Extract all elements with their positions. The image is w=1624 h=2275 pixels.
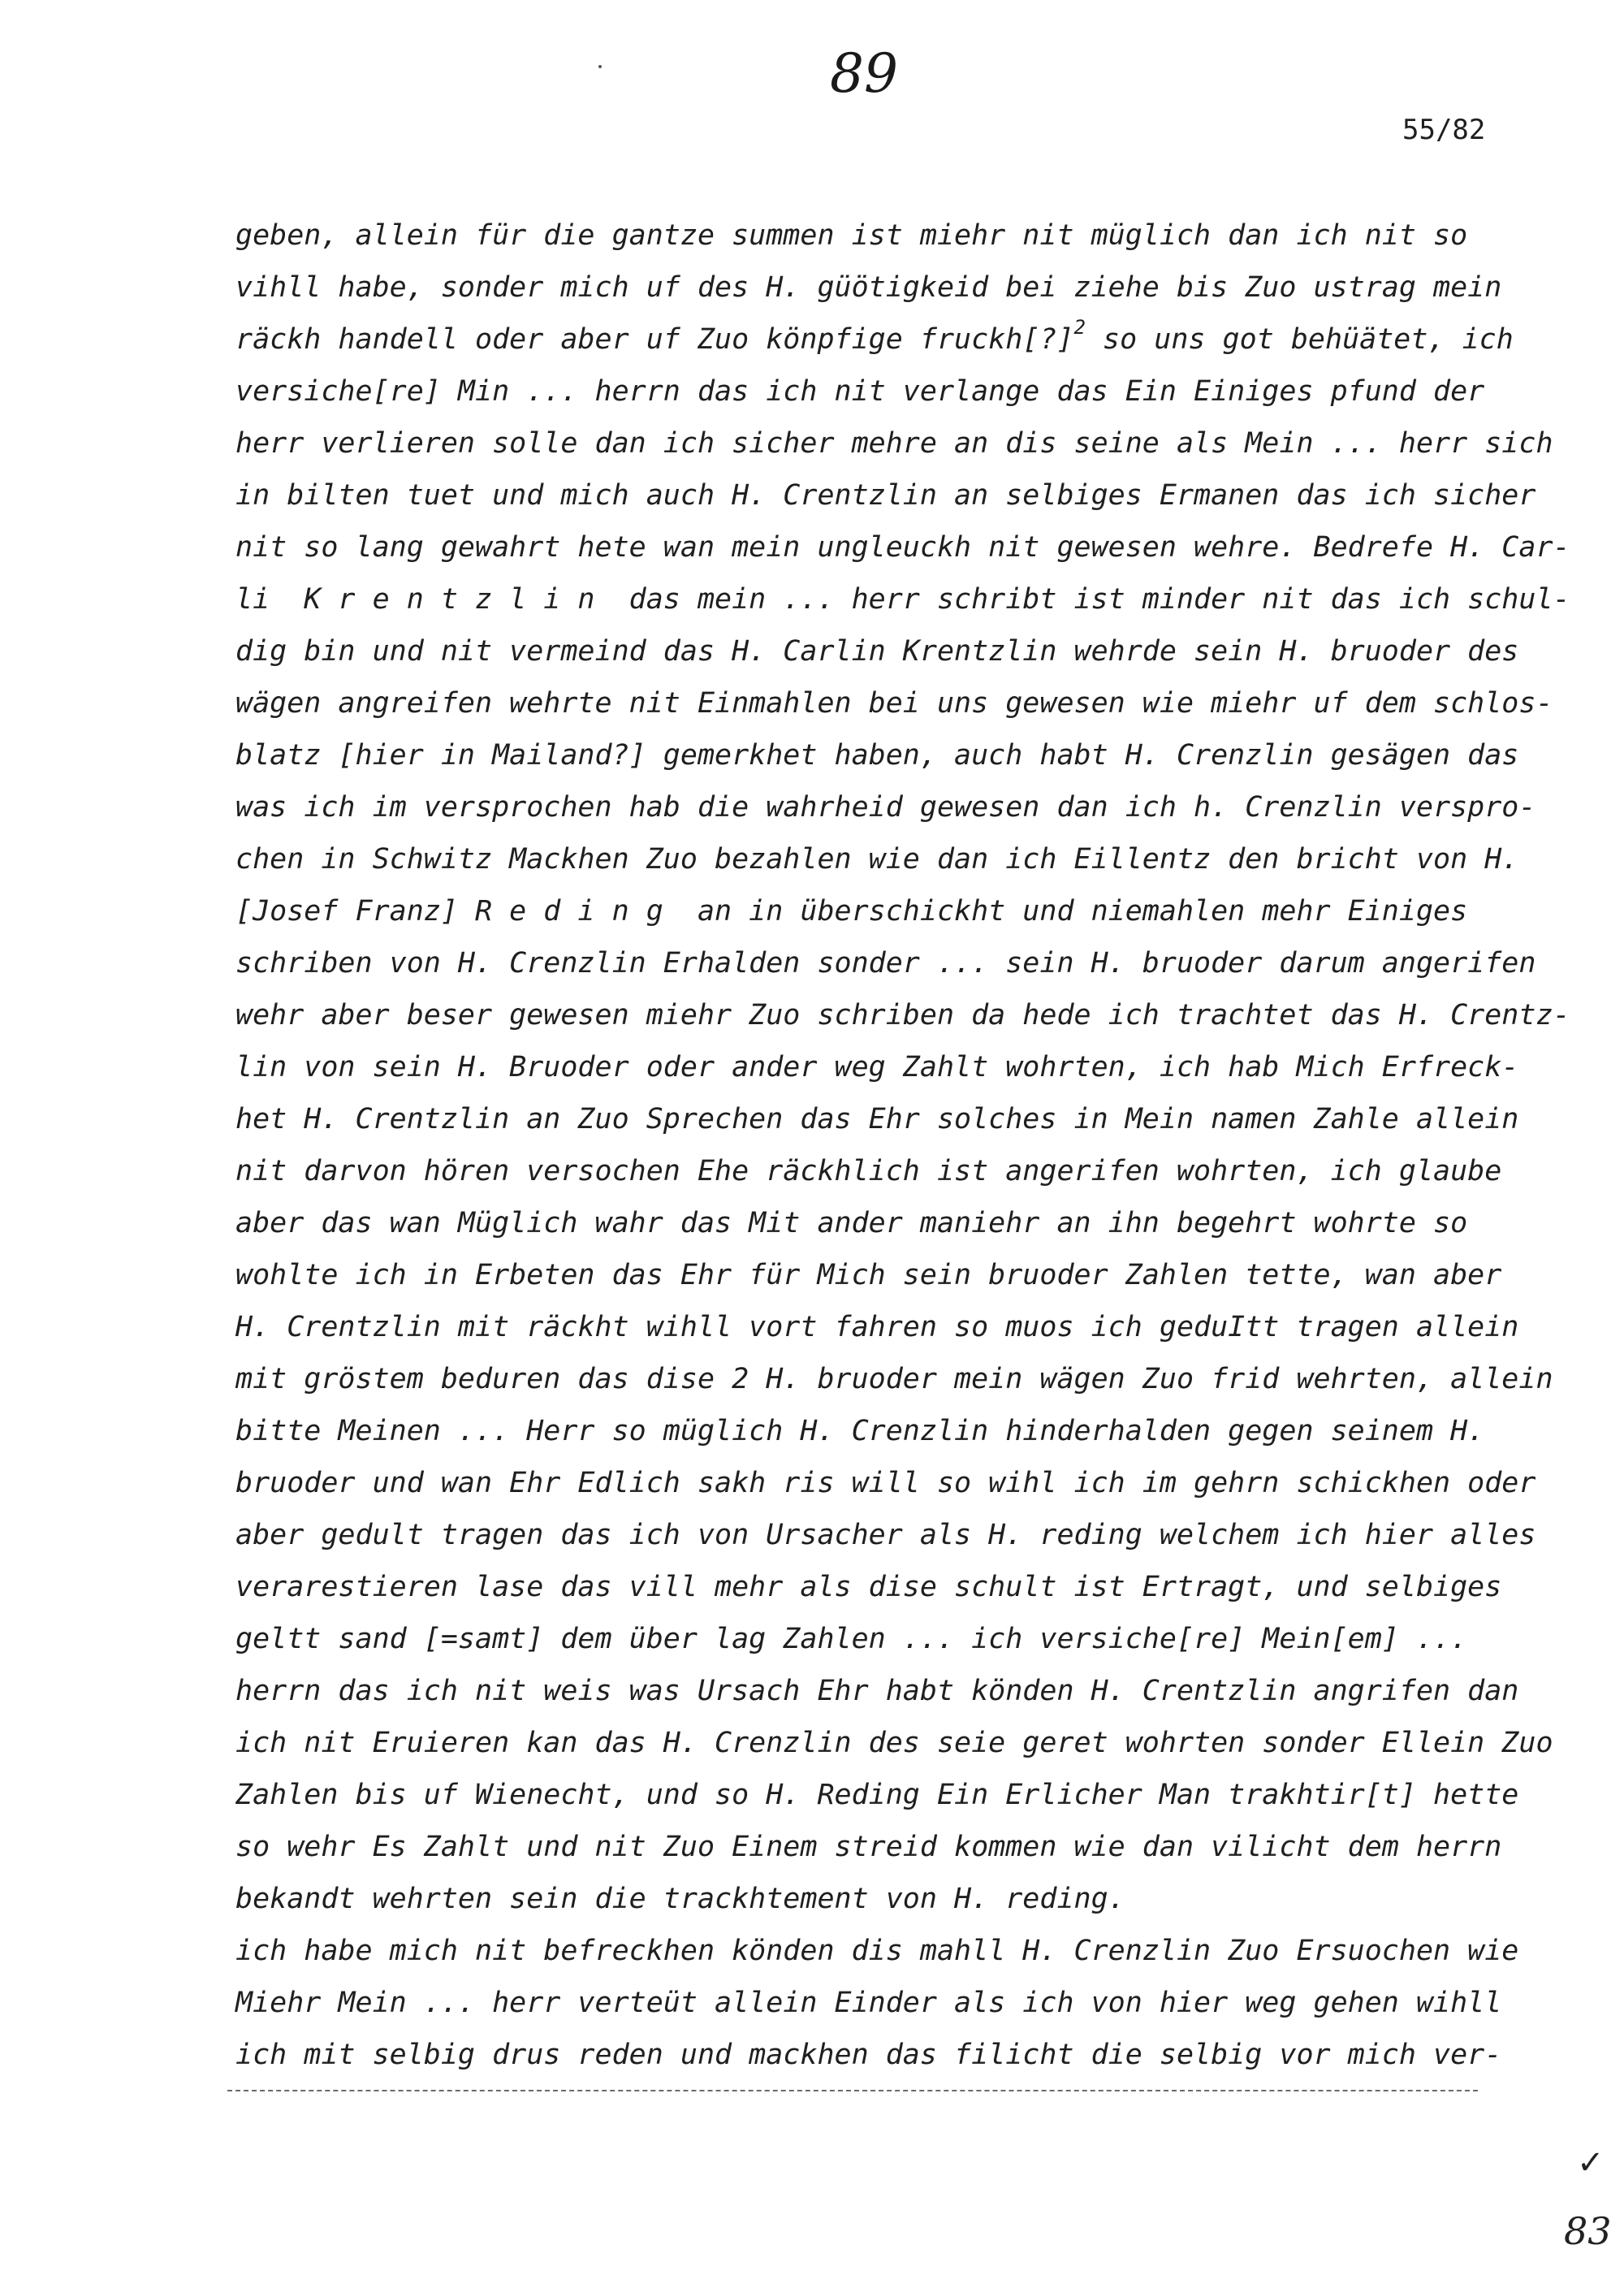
text-line: dig bin und nit vermeind das H. Carlin Krentzlin wehrde sein H. bruoder des <box>235 635 1519 668</box>
corner-page-number: 83 <box>1564 2209 1612 2253</box>
text-line: ich habe mich nit befreckhen könden dis mahll H. Crenzlin Zuo Ersuochen wie <box>235 1935 1519 1967</box>
text-line: ich nit Eruieren kan das H. Crenzlin des seie geret wohrten sonder Ellein Zuo <box>235 1727 1553 1759</box>
text-line: herr verlieren solle dan ich sicher mehre an dis seine als Mein ... herr sich <box>235 427 1553 460</box>
text-line-end: so uns got behüätet, ich <box>1085 323 1514 356</box>
text-line: schriben von H. Crenzlin Erhalden sonder ... sein H. bruoder darum angerifen <box>235 947 1536 980</box>
text-line: geltt sand [=samt] dem über lag Zahlen ... ich versiche[re] Mein[em] ... <box>235 1623 1468 1655</box>
text-line: aber das wan Müglich wahr das Mit ander maniehr an ihn begehrt wohrte so <box>235 1207 1468 1239</box>
text-line: bekandt wehrten sein die trackhtement von H. reding. <box>235 1883 1125 1915</box>
text-line: mit gröstem beduren das dise 2 H. bruoder mein wägen Zuo frid wehrten, allein <box>235 1363 1553 1395</box>
text-line: bruoder und wan Ehr Edlich sakh ris will so wihl ich im gehrn schickhen oder <box>235 1467 1536 1499</box>
text-line: Miehr Mein ... herr verteüt allein Einder als ich von hier weg gehen wihll <box>235 1987 1502 2019</box>
text-line: vihll habe, sonder mich uf des H. güötigkeid bei ziehe bis Zuo ustrag mein <box>235 271 1502 304</box>
text-line: was ich im versprochen hab die wahrheid gewesen dan ich h. Crenzlin verspro- <box>235 791 1536 824</box>
ink-speck <box>598 65 602 68</box>
text-line: wohlte ich in Erbeten das Ehr für Mich sein bruoder Zahlen tette, wan aber <box>235 1259 1502 1291</box>
text-line: het H. Crentzlin an Zuo Sprechen das Ehr solches in Mein namen Zahle allein <box>235 1103 1519 1135</box>
text-line: nit darvon hören versochen Ehe räckhlich ist angerifen wohrten, ich glaube <box>235 1155 1502 1187</box>
page-reference: 55/82 <box>1402 114 1486 146</box>
text-line: li K r e n t z l i n das mein ... herr schribt ist minder nit das ich schul- <box>235 583 1570 616</box>
text-line: H. Crentzlin mit räckht wihll vort fahren so muos ich geduItt tragen allein <box>235 1311 1519 1343</box>
text-line: blatz [hier in Mailand?] gemerkhet haben, auch habt H. Crenzlin gesägen das <box>235 739 1519 772</box>
text-line: aber gedult tragen das ich von Ursacher als H. reding welchem ich hier alles <box>235 1519 1536 1551</box>
text-line: chen in Schwitz Mackhen Zuo bezahlen wie dan ich Eillentz den bricht von H. <box>235 843 1519 876</box>
text-line: ich mit selbig drus reden und mackhen das filicht die selbig vor mich ver- <box>235 2039 1502 2071</box>
text-line: herrn das ich nit weis was Ursach Ehr habt könden H. Crentzlin angrifen dan <box>235 1675 1519 1707</box>
text-line: nit so lang gewahrt hete wan mein ungleuckh nit gewesen wehre. Bedrefe H. Car- <box>235 531 1570 564</box>
text-line: [Josef Franz] R e d i n g an in überschickht und niemahlen mehr Einiges <box>235 895 1468 928</box>
text-line: in bilten tuet und mich auch H. Crentzlin an selbiges Ermanen das ich sicher <box>235 479 1536 512</box>
bottom-rule <box>227 2090 1478 2091</box>
checkmark-icon: ✓ <box>1577 2144 1605 2182</box>
text-line: Zahlen bis uf Wienecht, und so H. Reding Ein Erlicher Man trakhtir[t] hette <box>235 1779 1519 1811</box>
folio-number: 89 <box>830 42 898 105</box>
transcription-body <box>235 210 1570 2081</box>
text-line: geben, allein für die gantze summen ist miehr nit müglich dan ich nit so <box>235 219 1468 252</box>
text-line: so wehr Es Zahlt und nit Zuo Einem streid kommen wie dan vilicht dem herrn <box>235 1831 1502 1863</box>
text-line: bitte Meinen ... Herr so müglich H. Crenzlin hinderhalden gegen seinem H. <box>235 1415 1485 1447</box>
text-line: versiche[re] Min ... herrn das ich nit verlange das Ein Einiges pfund der <box>235 375 1485 408</box>
text-line: wehr aber beser gewesen miehr Zuo schriben da hede ich trachtet das H. Crentz- <box>235 999 1570 1032</box>
text-line-start: räckh handell oder aber uf Zuo könpfige fruckh[?] <box>235 323 1074 356</box>
text-line <box>235 314 1551 365</box>
footnote-marker: 2 <box>1073 316 1086 339</box>
text-line: wägen angreifen wehrte nit Einmahlen bei uns gewesen wie miehr uf dem schlos- <box>235 687 1553 720</box>
text-line: lin von sein H. Bruoder oder ander weg Zahlt wohrten, ich hab Mich Erfreck- <box>235 1051 1519 1083</box>
text-line: verarestieren lase das vill mehr als dise schult ist Ertragt, und selbiges <box>235 1571 1502 1603</box>
